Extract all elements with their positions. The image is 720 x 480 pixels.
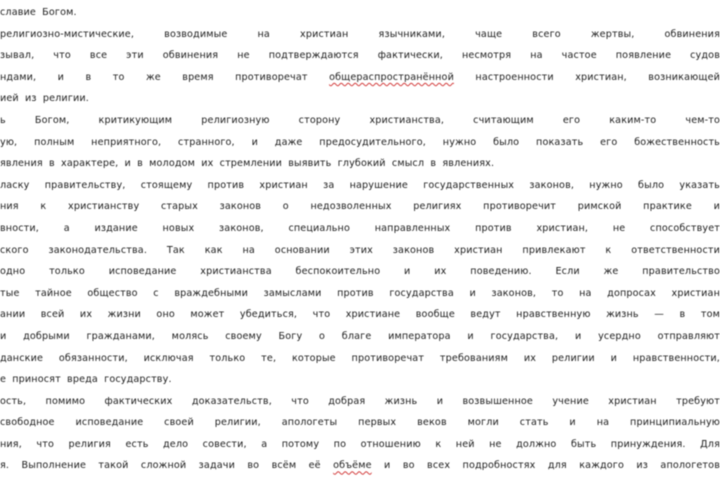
text-line [0,240,720,262]
text-segment: данские обязанности, исключая только те, которые противоречат требованиям их религии и нравственности, [0,352,720,364]
text-segment: ндами, и в то же время противоречат [0,71,330,83]
text-line [0,110,720,132]
text-segment: явления в характере, и в молодом их стремлении выявить глубокий смысл в явлениях. [0,158,495,170]
text-segment: и добрыми гражданами, молясь своему Богу о благе императора и государства, и усердно отправляют [0,330,720,342]
text-line [0,391,720,413]
text-line [0,218,720,240]
text-line [0,153,720,175]
text-line [0,2,720,24]
text-line [0,283,720,305]
text-line [0,196,720,218]
text-segment: ании всей их жизни оно может убедиться, что христиане вообще ведут нравственную жизнь — в том [0,309,720,321]
text-line [0,24,720,46]
text-segment: тые тайное общество с враждебными замыслами против государства и законов, то на допросах христиан [0,287,720,299]
text-segment: е приносят вреда государству. [0,374,172,386]
text-segment: вности, а издание новых законов, специально направленных против христиан, не способствует [0,222,720,234]
text-segment: свободное исповедание своей религии, апологеты первых веков могли стать и на принципиальную [0,417,720,429]
text-line [0,369,720,391]
text-line [0,45,720,67]
text-segment: религиозно-мистические, возводимые на христиан язычниками, чаще всего жертвы, обвинения [0,28,720,40]
text-segment: славие Богом. [0,7,77,18]
text-segment: ией из религии. [0,93,89,105]
text-line [0,175,720,197]
text-segment: ния к христианству старых законов о недозволенных религиях противоречит римской практике и [0,201,720,213]
text-segment: настроенности христиан, возникающей [453,71,720,83]
text-segment: ского законодательства. Так как на основании этих законов христиан привлекают к ответственности [0,244,720,256]
text-segment: и во всех подробностях для каждого из апологетов [371,460,720,472]
text-segment: ласку правительству, стоящему против христиан за нарушение государственных законов, нужно было указать [0,179,720,191]
text-line [0,88,720,110]
text-segment: ую, полным неприятного, странного, и даже предосудительного, нужно было показать его божественность [0,136,720,148]
text-line [0,434,720,456]
spellcheck-flagged-word[interactable]: объёме [333,460,372,472]
text-line [0,261,720,283]
text-segment: одно только исповедание христианства беспокоительно и их поведению. Если же правительство [0,266,720,278]
text-line [0,348,720,370]
spellcheck-flagged-word[interactable]: общераспространённой [329,71,454,83]
text-line [0,326,720,348]
text-segment: зывал, что все эти обвинения не подтверждаются фактически, несмотря на частое появление судов [0,50,720,62]
text-line [0,67,720,89]
text-line [0,132,720,154]
text-line [0,304,720,326]
text-segment: я. Выполнение такой сложной задачи во всём её [0,460,334,472]
text-line [0,412,720,434]
text-segment: ость, помимо фактических доказательств, что добрая жизнь и возвышенное учение христиан требуют [0,395,720,407]
document-body [0,2,720,477]
text-segment: ь Богом, критикующим религиозную сторону христианства, считающим его каким-то чем-то [0,114,720,126]
text-line [0,455,720,477]
text-segment: ния, что религия есть дело совести, а потому по отношению к ней не должно быть принуждения. Для [0,438,720,450]
